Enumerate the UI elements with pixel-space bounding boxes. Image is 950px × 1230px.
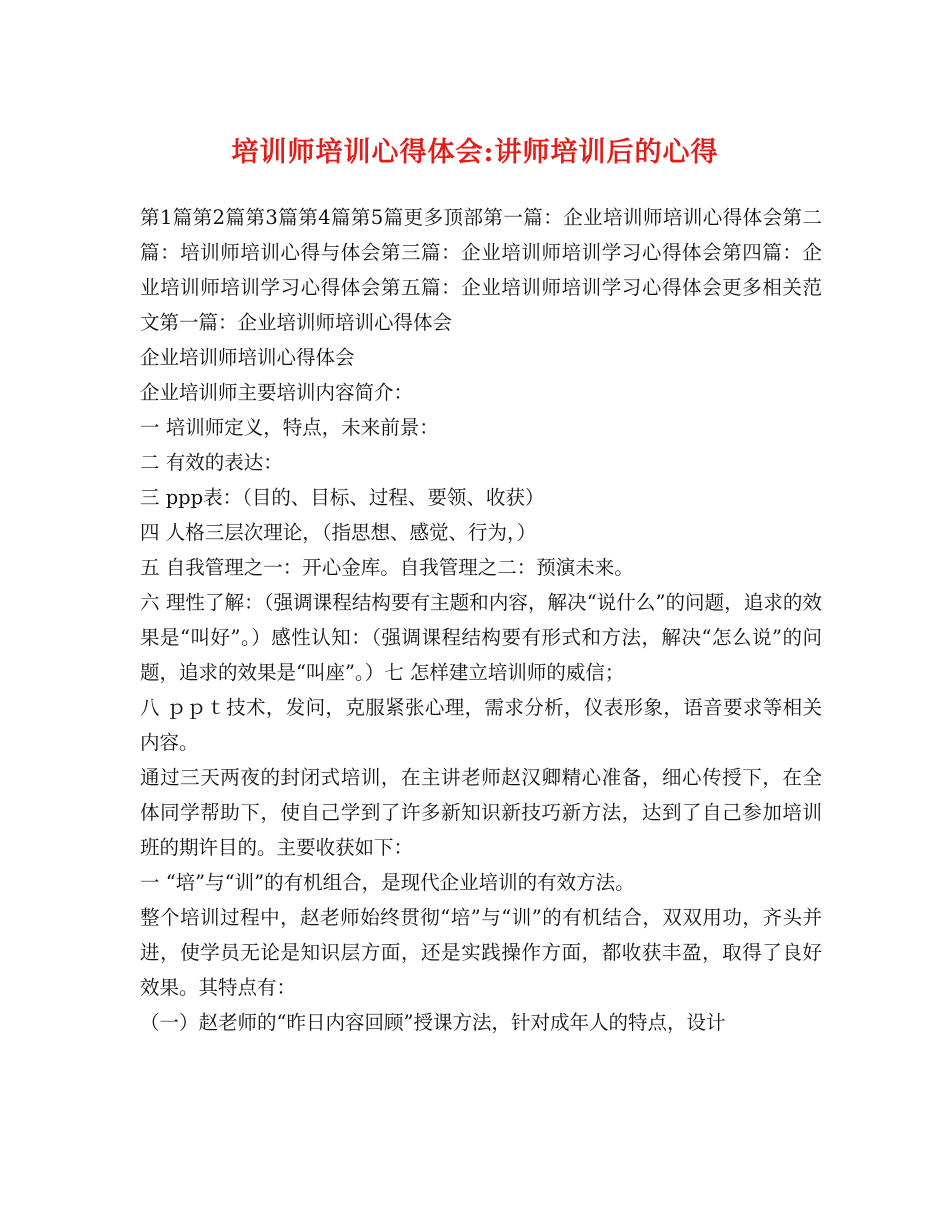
- body-paragraph-item-3: 三 ppp表：（目的、目标、过程、要领、收获）: [140, 486, 545, 509]
- body-paragraph-gain-1-detail: 整个培训过程中，赵老师始终贯彻“培”与“训”的有机结合，双双用功，齐头并进，使学员无论是知识层方面，还是实践操作方面，都收获丰盈，取得了良好效果。其特点有：: [140, 906, 822, 999]
- document-title: 培训师培训心得体会:讲师培训后的心得: [231, 137, 719, 168]
- body-paragraph-item-8: 八 ｐｐｔ技术，发问，克服紧张心理，需求分析，仪表形象，语音要求等相关内容。: [140, 696, 822, 754]
- body-paragraph-item-6-7: 六 理性了解：（强调课程结构要有主题和内容，解决“说什么”的问题，追求的效果是“叫好”。）感性认知：（强调课程结构要有形式和方法，解决“怎么说”的问题，追求的效果是“叫座”。）七 怎样建立培训师的威信；: [140, 591, 822, 684]
- body-paragraph-subtitle: 企业培训师培训心得体会: [140, 346, 355, 369]
- document-body: [140, 200, 822, 1040]
- body-paragraph-summary: 通过三天两夜的封闭式培训，在主讲老师赵汉卿精心准备，细心传授下，在全体同学帮助下，使自己学到了许多新知识新技巧新方法，达到了自己参加培训班的期许目的。主要收获如下：: [140, 766, 822, 859]
- body-paragraph-item-2: 二 有效的表达：: [140, 451, 283, 474]
- body-paragraph-gain-1: 一 “培”与“训”的有机组合，是现代企业培训的有效方法。: [140, 871, 635, 894]
- body-paragraph-gain-1-sub-1: （一）赵老师的“昨日内容回顾”授课方法，针对成年人的特点，设计: [140, 1011, 726, 1034]
- body-paragraph-item-4: 四 人格三层次理论，（指思想、感觉、行为，）: [140, 521, 537, 544]
- body-paragraph-item-5: 五 自我管理之一：开心金库。自我管理之二：预演未来。: [140, 556, 634, 579]
- body-paragraph-intro: 企业培训师主要培训内容简介：: [140, 381, 414, 404]
- body-paragraph-table-of-contents: 第1篇第2篇第3篇第4篇第5篇更多顶部第一篇：企业培训师培训心得体会第二篇：培训师培训心得与体会第三篇：企业培训师培训学习心得体会第四篇：企业培训师培训学习心得体会第五篇：企业培训师培训学习心得体会更多相关范文第一篇：企业培训师培训心得体会: [140, 206, 822, 334]
- body-paragraph-item-1: 一 培训师定义，特点，未来前景：: [140, 416, 439, 439]
